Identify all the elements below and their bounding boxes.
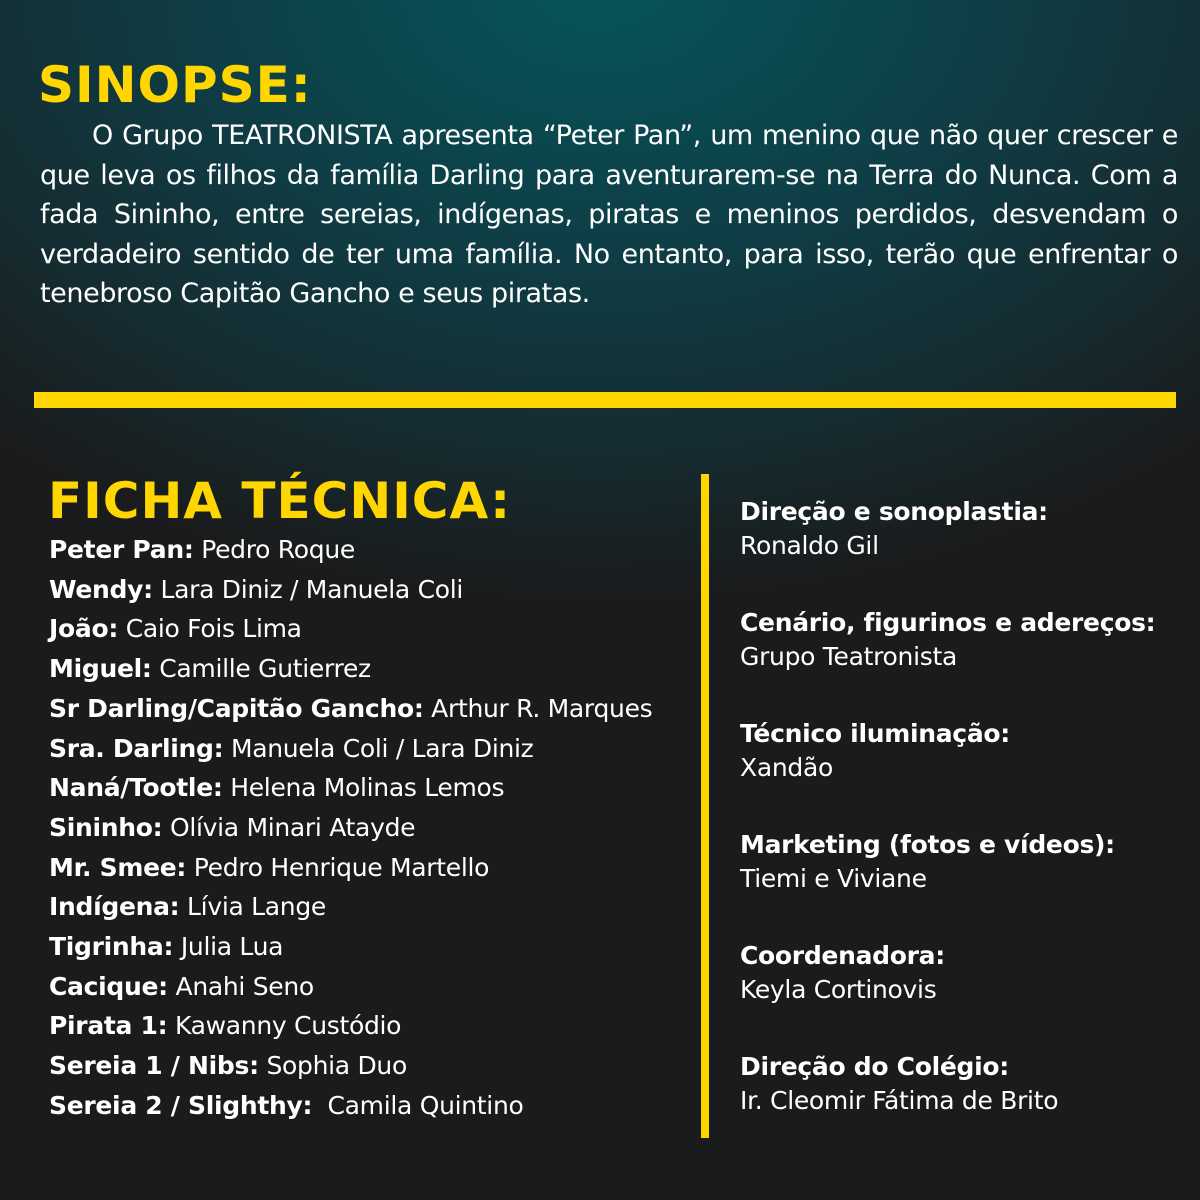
cast-actor: Lívia Lange: [187, 892, 326, 922]
cast-item: [49, 848, 699, 888]
cast-role: Sra. Darling:: [49, 733, 224, 763]
cast-role: Naná/Tootle:: [49, 773, 223, 803]
credit-name: Xandão: [740, 753, 833, 782]
cast-actor: Julia Lua: [180, 932, 284, 962]
cast-role: Mr. Smee:: [49, 852, 187, 882]
cast-actor: Camille Gutierrez: [159, 654, 371, 684]
cast-role: Pirata 1:: [49, 1011, 168, 1041]
cast-role: Cacique:: [49, 971, 168, 1001]
credit-name: Tiemi e Viviane: [740, 864, 927, 893]
cast-role: Peter Pan:: [49, 535, 194, 564]
cast-actor: Caio Fois Lima: [125, 614, 302, 644]
cast-actor: Arthur R. Marques: [431, 693, 653, 723]
cast-role: Tigrinha:: [49, 932, 174, 962]
cast-role: Sereia 1 / Nibs:: [49, 1051, 259, 1081]
cast-list: [49, 530, 699, 1126]
section-divider: [34, 392, 1176, 408]
cast-actor: Lara Diniz / Manuela Coli: [160, 574, 464, 604]
cast-item: [49, 927, 699, 967]
cast-item: [49, 570, 699, 610]
cast-item: [49, 768, 699, 808]
cast-role: Sr Darling/Capitão Gancho:: [49, 693, 424, 723]
credits-list: [740, 495, 1180, 1161]
credit-item: [740, 939, 1180, 1050]
cast-role: Wendy:: [49, 574, 153, 604]
cast-actor: Camila Quintino: [319, 1090, 524, 1120]
cast-actor: Anahi Seno: [175, 971, 314, 1001]
credit-role: Direção e sonoplastia:: [740, 497, 1048, 526]
cast-role: Indígena:: [49, 892, 180, 922]
cast-item: [49, 609, 699, 649]
cast-item: [49, 808, 699, 848]
cast-actor: Pedro Henrique Martello: [193, 852, 490, 882]
cast-role: João:: [49, 614, 119, 644]
cast-item: [49, 729, 699, 769]
cast-item: [49, 1086, 699, 1126]
cast-actor: Manuela Coli / Lara Diniz: [230, 733, 534, 763]
cast-item: [49, 887, 699, 927]
cast-role: Sereia 2 / Slighthy:: [49, 1090, 313, 1120]
cast-actor: Helena Molinas Lemos: [230, 773, 505, 803]
credit-role: Coordenadora:: [740, 941, 945, 970]
credit-item: [740, 828, 1180, 939]
synopsis-text: O Grupo TEATRONISTA apresenta “Peter Pan”, um menino que não quer crescer e que leva os filhos da família Darling para aventurarem-se na Terra do Nunca. Com a fada Sininho, entre sereias, indígenas, piratas e meninos perdidos, desvendam o verdadeiro sentido de ter uma família. No entanto, para isso, terão que enfrentar o tenebroso Capitão Gancho e seus piratas.: [40, 120, 1178, 309]
credit-role: Cenário, figurinos e adereços:: [740, 608, 1156, 637]
cast-item: [49, 649, 699, 689]
cast-item: [49, 530, 699, 570]
cast-actor: Sophia Duo: [266, 1051, 407, 1081]
credit-role: Técnico iluminação:: [740, 719, 1010, 748]
cast-item: [49, 1046, 699, 1086]
cast-item: [49, 967, 699, 1007]
credit-item: [740, 717, 1180, 828]
credit-name: Grupo Teatronista: [740, 642, 957, 671]
credit-name: Ronaldo Gil: [740, 531, 879, 560]
cast-actor: Olívia Minari Atayde: [169, 812, 416, 842]
synopsis-heading: SINOPSE:: [38, 56, 312, 114]
credit-name: Ir. Cleomir Fátima de Brito: [740, 1086, 1059, 1115]
cast-role: Miguel:: [49, 654, 152, 684]
credit-item: [740, 495, 1180, 606]
credit-name: Keyla Cortinovis: [740, 975, 937, 1004]
credit-role: Direção do Colégio:: [740, 1052, 1009, 1081]
cast-actor: Kawanny Custódio: [174, 1011, 402, 1041]
ficha-tecnica-heading: FICHA TÉCNICA:: [48, 472, 512, 530]
cast-actor: Pedro Roque: [201, 535, 355, 564]
column-divider: [701, 474, 709, 1138]
cast-item: [49, 1006, 699, 1046]
credit-item: [740, 1050, 1180, 1161]
cast-item: [49, 689, 699, 729]
credit-role: Marketing (fotos e vídeos):: [740, 830, 1115, 859]
cast-role: Sininho:: [49, 812, 163, 842]
credit-item: [740, 606, 1180, 717]
